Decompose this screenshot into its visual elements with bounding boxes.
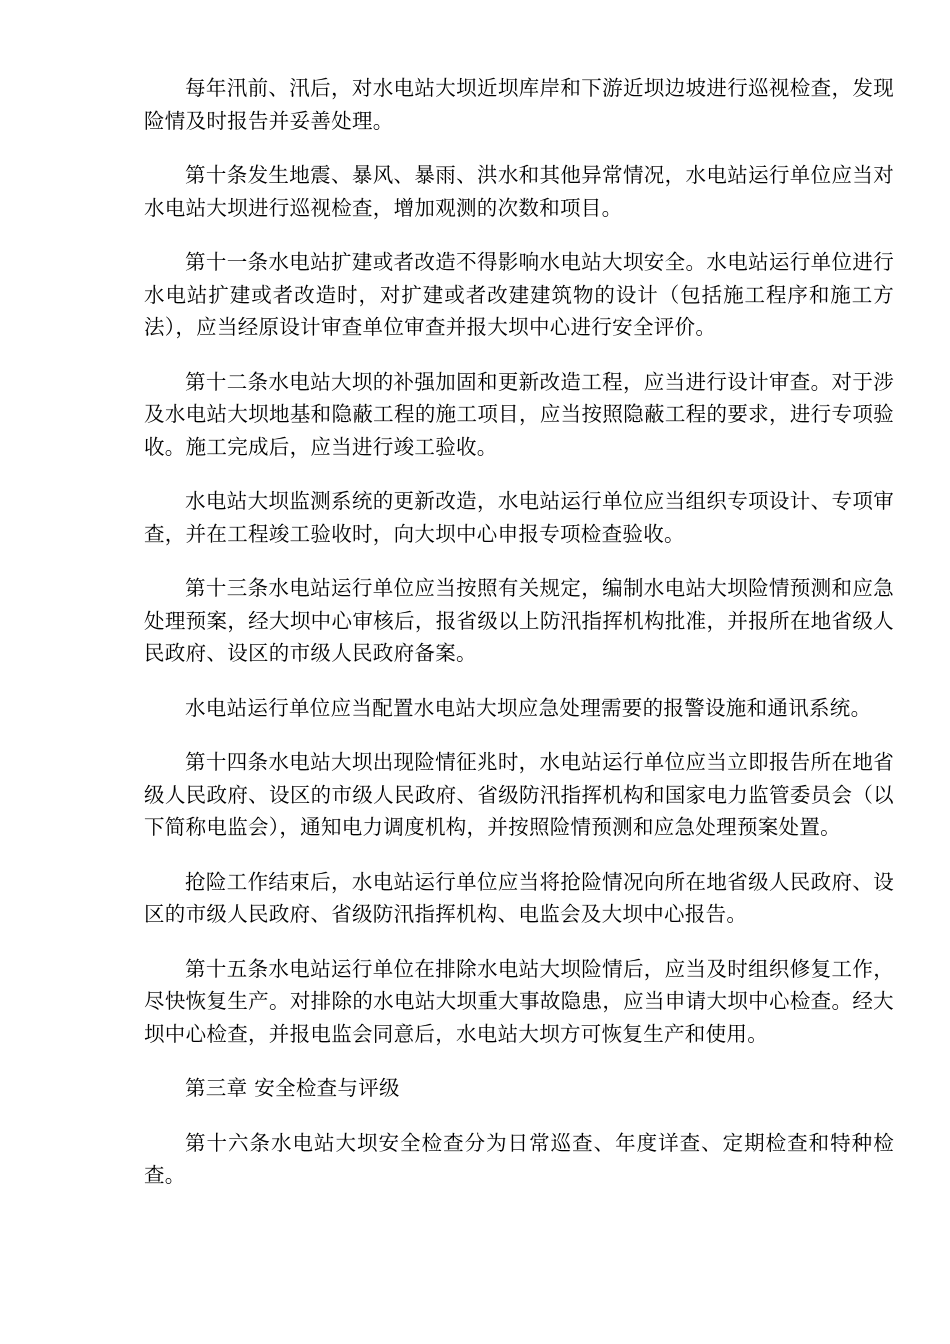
paragraph-flood-season-inspection: 每年汛前、汛后，对水电站大坝近坝库岸和下游近坝边坡进行巡视检查，发现险情及时报告并妥善处理。 bbox=[144, 76, 894, 133]
paragraph-article-10: 第十条发生地震、暴风、暴雨、洪水和其他异常情况，水电站运行单位应当对水电站大坝进行巡视检查，增加观测的次数和项目。 bbox=[144, 163, 894, 220]
chapter-heading: 第三章 安全检查与评级 bbox=[185, 1076, 400, 1100]
paragraph-rescue-report: 抢险工作结束后，水电站运行单位应当将抢险情况向所在地省级人民政府、设区的市级人民政府、省级防汛指挥机构、电监会及大坝中心报告。 bbox=[144, 869, 894, 926]
paragraph-article-16: 第十六条水电站大坝安全检查分为日常巡查、年度详查、定期检查和特种检查。 bbox=[144, 1130, 894, 1187]
paragraph-article-11: 第十一条水电站扩建或者改造不得影响水电站大坝安全。水电站运行单位进行水电站扩建或者改造时，对扩建或者改建建筑物的设计（包括施工程序和施工方法），应当经原设计审查单位审查并报大坝中心进行安全评价。 bbox=[144, 250, 894, 339]
paragraph-alarm-facilities: 水电站运行单位应当配置水电站大坝应急处理需要的报警设施和通讯系统。 bbox=[185, 695, 872, 720]
document-page bbox=[144, 72, 894, 1214]
paragraph-article-13: 第十三条水电站运行单位应当按照有关规定，编制水电站大坝险情预测和应急处理预案，经大坝中心审核后，报省级以上防汛指挥机构批准，并报所在地省级人民政府、设区的市级人民政府备案。 bbox=[144, 576, 894, 665]
paragraph-article-12: 第十二条水电站大坝的补强加固和更新改造工程，应当进行设计审查。对于涉及水电站大坝地基和隐蔽工程的施工项目，应当按照隐蔽工程的要求，进行专项验收。施工完成后，应当进行竣工验收。 bbox=[144, 369, 894, 459]
paragraph-article-14: 第十四条水电站大坝出现险情征兆时，水电站运行单位应当立即报告所在地省级人民政府、设区的市级人民政府、省级防汛指挥机构和国家电力监管委员会（以下简称电监会），通知电力调度机构，并按照险情预测和应急处理预案处置。 bbox=[144, 750, 894, 839]
paragraph-monitoring-system: 水电站大坝监测系统的更新改造，水电站运行单位应当组织专项设计、专项审查，并在工程竣工验收时，向大坝中心申报专项检查验收。 bbox=[144, 489, 894, 546]
paragraph-article-15: 第十五条水电站运行单位在排除水电站大坝险情后，应当及时组织修复工作，尽快恢复生产。对排除的水电站大坝重大事故隐患，应当申请大坝中心检查。经大坝中心检查，并报电监会同意后，水电站大坝方可恢复生产和使用。 bbox=[144, 956, 894, 1046]
